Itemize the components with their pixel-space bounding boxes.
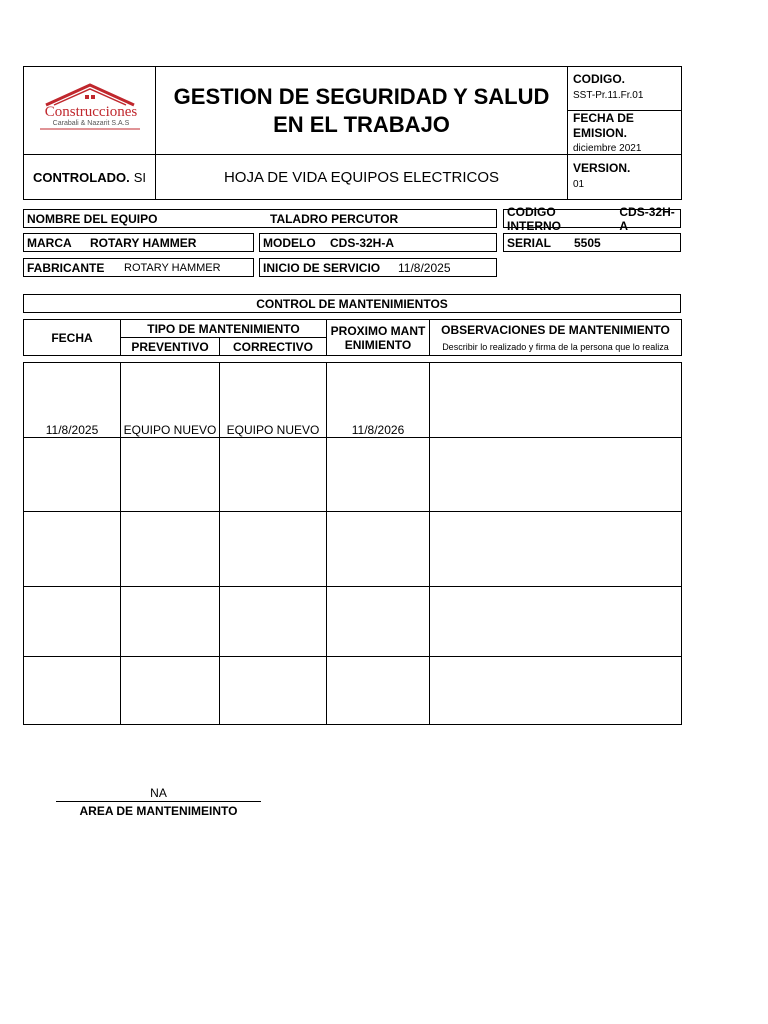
col-fecha-header: FECHA [24, 320, 121, 356]
table-row-5-fecha [24, 657, 121, 725]
signature-name: NA [150, 786, 167, 800]
table-row-1-proximo [327, 363, 430, 438]
table-row-2-proximo [327, 438, 430, 512]
table-row-2-correctivo [220, 438, 327, 512]
fecha-emision-cell [568, 111, 681, 155]
table-row-3-observaciones [430, 512, 682, 587]
table-row-4-correctivo [220, 587, 327, 657]
controlado-label: CONTROLADO. [32, 169, 130, 185]
controlado-cell [24, 155, 156, 199]
serial-box [503, 233, 681, 252]
table-row-3-preventivo [121, 512, 220, 587]
header-block [23, 66, 682, 200]
table-row-4-proximo [327, 587, 430, 657]
codigo-cell [568, 67, 681, 111]
table-row-1-fecha [24, 363, 121, 438]
table-row-2-observaciones [430, 438, 682, 512]
codigo-interno-value: CDS-32H-A [619, 204, 675, 233]
cell-fecha: 11/8/2025 [45, 423, 99, 437]
logo-subtext: Carabali & Nazarit S.A.S [52, 120, 130, 127]
table-row-1-observaciones [430, 363, 682, 438]
table-row-5-proximo [327, 657, 430, 725]
col-observaciones-title: OBSERVACIONES DE MANTENIMIENTO [441, 323, 670, 337]
nombre-equipo-label: NOMBRE DEL EQUIPO [27, 211, 158, 226]
nombre-equipo-box [23, 209, 497, 228]
cell-proximo: 11/8/2026 [351, 423, 405, 437]
codigo-label: CODIGO. [573, 72, 626, 86]
marca-value: ROTARY HAMMER [90, 235, 197, 250]
inicio-servicio-box [259, 258, 497, 277]
table-row-2-fecha [24, 438, 121, 512]
page-title-line2: EN EL TRABAJO [273, 111, 450, 137]
col-preventivo-header: PREVENTIVO [121, 338, 220, 356]
page-title-line1: GESTION DE SEGURIDAD Y SALUD [173, 83, 550, 109]
version-cell [568, 155, 681, 199]
version-label: VERSION. [573, 161, 631, 175]
col-proximo-header [327, 320, 430, 356]
fecha-emision-label: FECHA DE EMISION. [573, 111, 634, 140]
codigo-interno-box [503, 204, 681, 233]
version-value: 01 [573, 179, 585, 190]
table-row-3-fecha [24, 512, 121, 587]
modelo-label: MODELO [263, 235, 316, 250]
table-row-5-preventivo [121, 657, 220, 725]
col-tipo-header: TIPO DE MANTENIMIENTO [121, 320, 327, 338]
table-row-4-preventivo [121, 587, 220, 657]
col-correctivo-header: CORRECTIVO [220, 338, 327, 356]
col-proximo-header-text: PROXIMO MANTENIMIENTO [330, 323, 426, 352]
col-observaciones-header [430, 320, 682, 356]
signature-line [56, 801, 261, 802]
codigo-value: SST-Pr.11.Fr.01 [573, 90, 644, 101]
table-row-4-fecha [24, 587, 121, 657]
marca-label: MARCA [27, 235, 72, 250]
serial-label: SERIAL [507, 235, 552, 250]
cell-correctivo: EQUIPO NUEVO [226, 423, 320, 437]
inicio-servicio-value: 11/8/2025 [398, 260, 451, 275]
marca-box [23, 233, 254, 252]
logo-brand: Construcciones [44, 104, 138, 120]
table-row-3-correctivo [220, 512, 327, 587]
codigo-interno-label: CODIGO INTERNO [507, 204, 561, 233]
modelo-value: CDS-32H-A [330, 235, 395, 250]
fecha-emision-value: diciembre 2021 [573, 143, 642, 154]
fabricante-box [23, 258, 254, 277]
col-observaciones-note: Describir lo realizado y firma de la persona que lo realiza [442, 342, 669, 352]
table-row-1-preventivo [121, 363, 220, 438]
title-cell [156, 67, 568, 155]
table-row-1-correctivo [220, 363, 327, 438]
nombre-equipo-value: TALADRO PERCUTOR [270, 211, 399, 226]
modelo-box [259, 233, 497, 252]
maintenance-table [23, 362, 682, 725]
cell-preventivo: EQUIPO NUEVO [123, 423, 217, 437]
controlado-value: SI [133, 169, 147, 185]
table-row-2-preventivo [121, 438, 220, 512]
table-row-4-observaciones [430, 587, 682, 657]
maintenance-section-title: CONTROL DE MANTENIMIENTOS [23, 294, 681, 313]
table-row-5-correctivo [220, 657, 327, 725]
serial-value: 5505 [574, 235, 601, 250]
doc-subtitle-cell [156, 155, 568, 199]
fabricante-label: FABRICANTE [27, 260, 105, 275]
doc-subtitle: HOJA DE VIDA EQUIPOS ELECTRICOS [223, 168, 500, 186]
table-row-3-proximo [327, 512, 430, 587]
maintenance-header [23, 319, 682, 356]
inicio-servicio-label: INICIO DE SERVICIO [263, 260, 381, 275]
fabricante-value: ROTARY HAMMER [124, 261, 221, 274]
table-row-5-observaciones [430, 657, 682, 725]
signature-role: AREA DE MANTENIMEINTO [79, 804, 238, 818]
logo-cell [24, 67, 156, 155]
